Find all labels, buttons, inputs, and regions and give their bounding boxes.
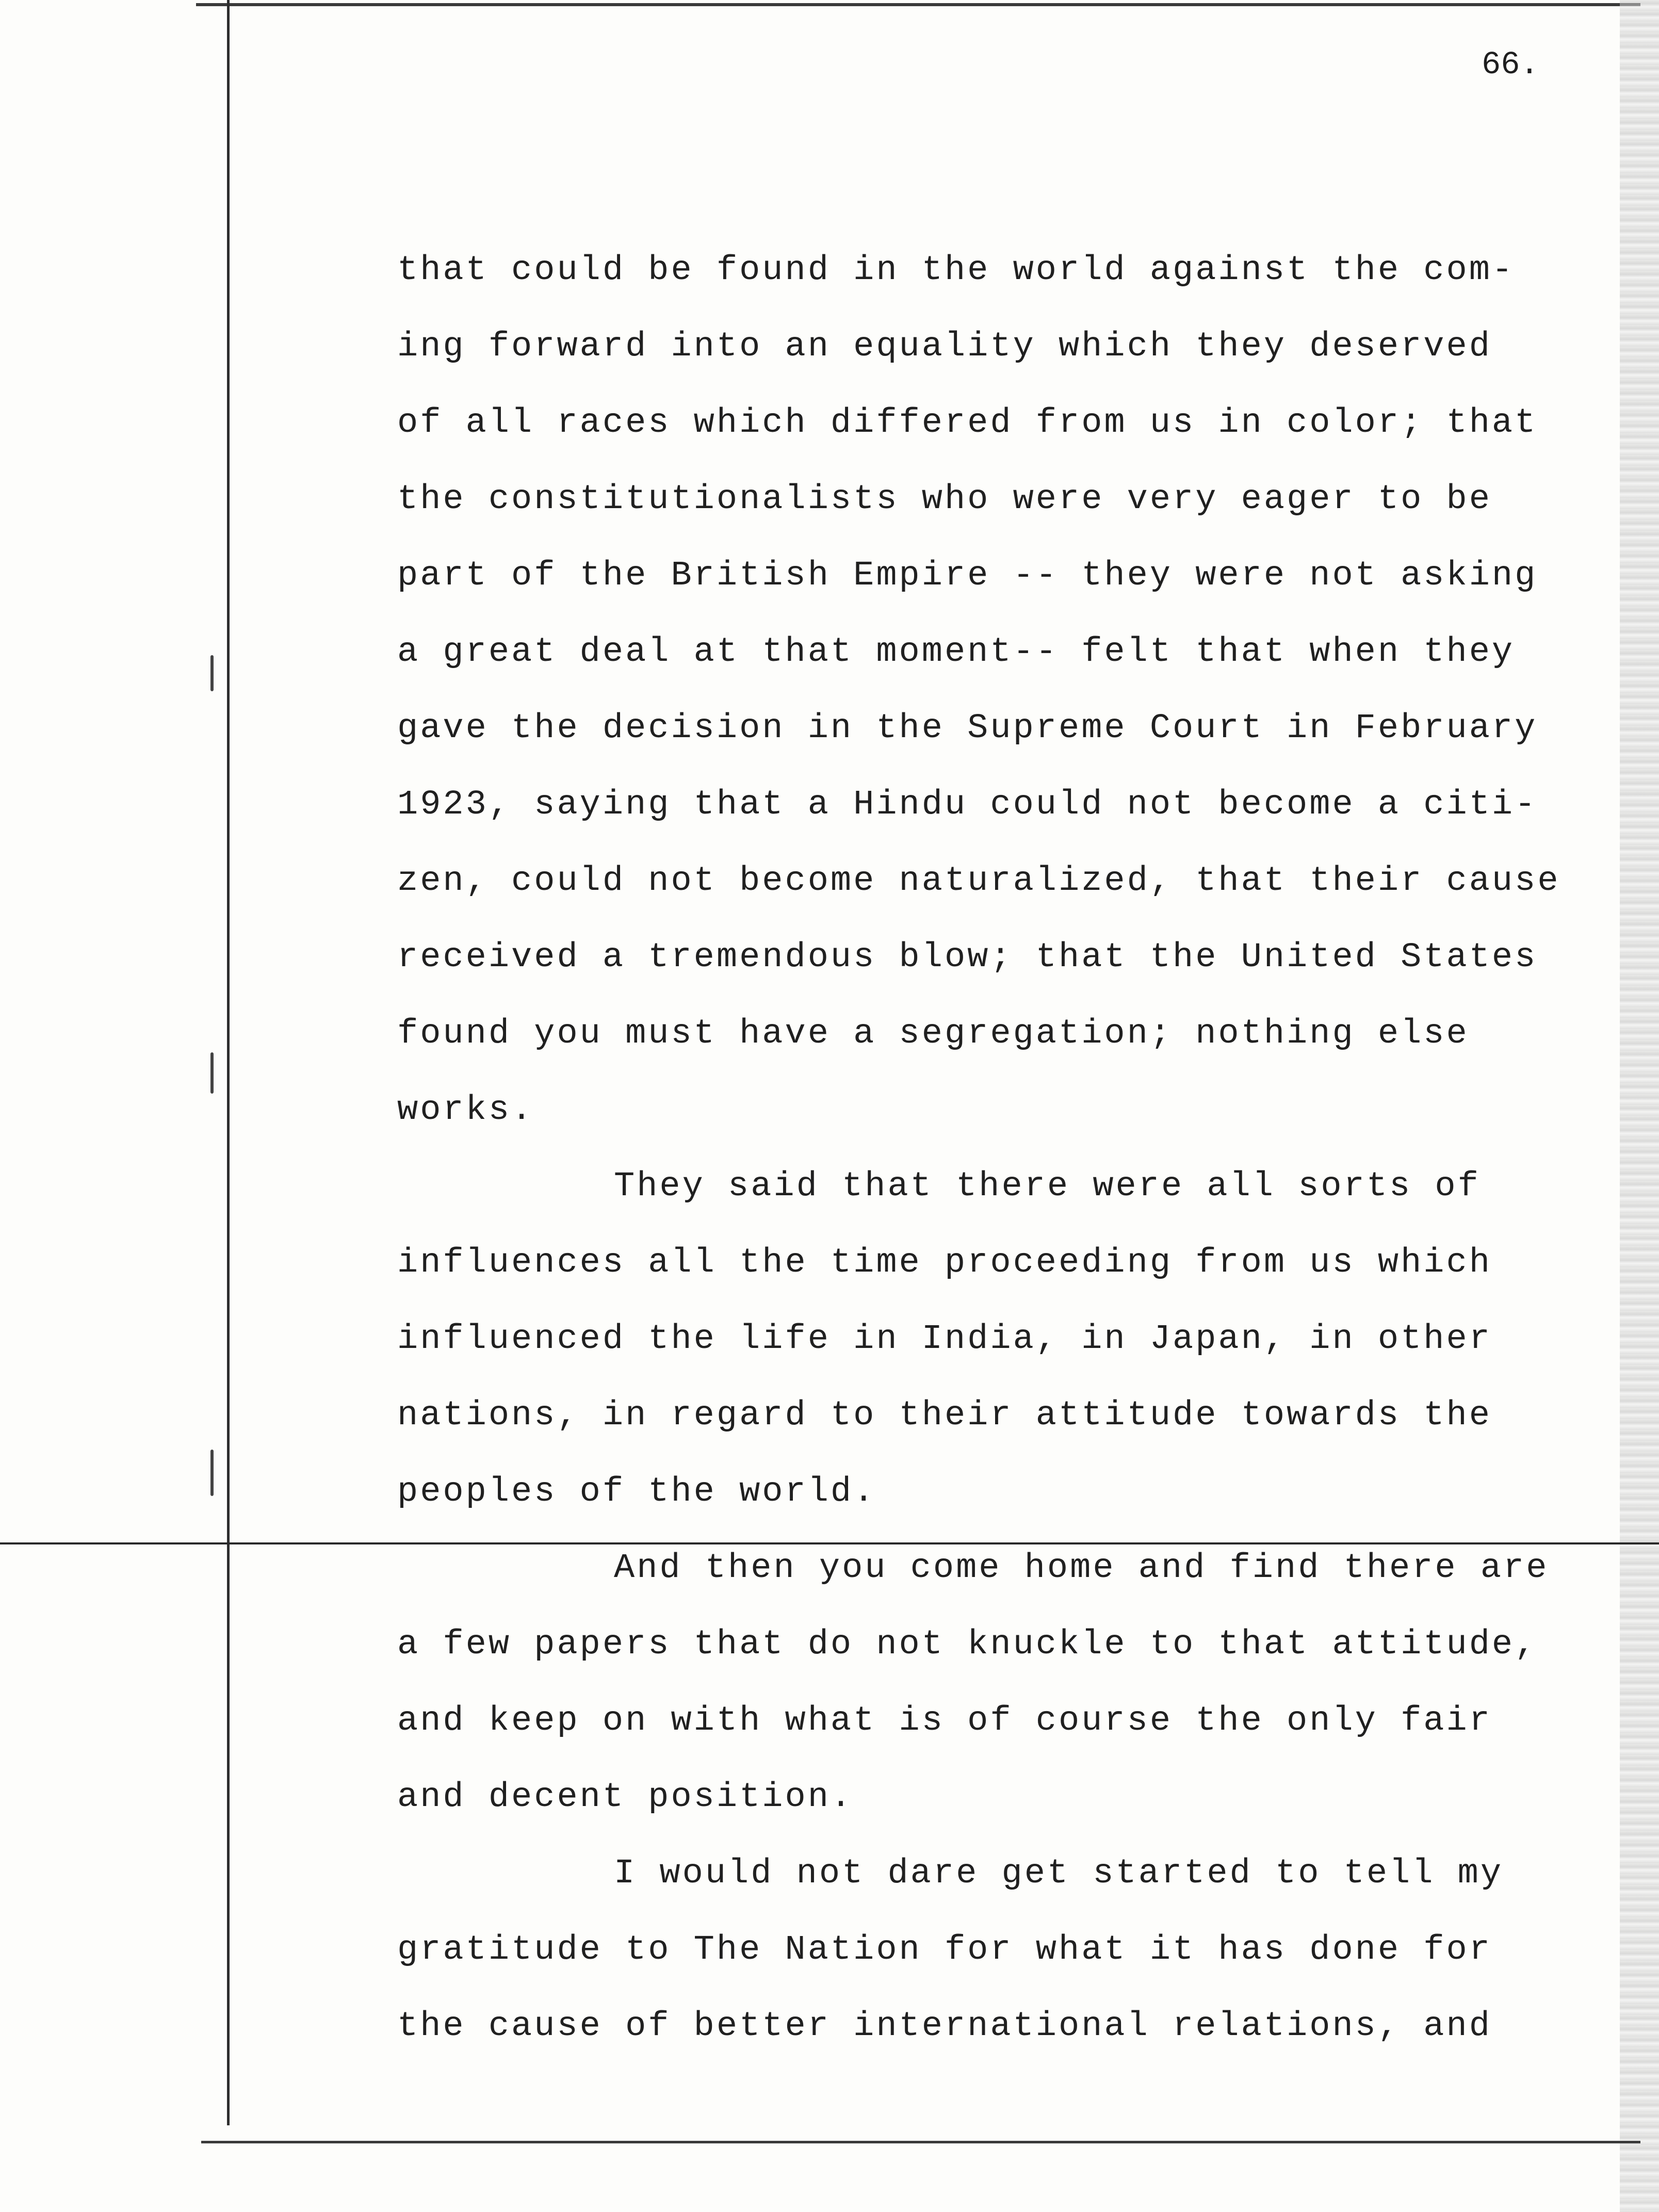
text-line: influences all the time proceeding from us which bbox=[397, 1243, 1492, 1282]
text-line: nations, in regard to their attitude towards the bbox=[397, 1396, 1492, 1435]
text-line: a few papers that do not knuckle to that attitude, bbox=[397, 1625, 1538, 1664]
text-line: that could be found in the world against the com- bbox=[397, 251, 1515, 290]
text-line: a great deal at that moment-- felt that when they bbox=[397, 632, 1515, 672]
page-number: 66. bbox=[1482, 46, 1539, 83]
text-line: gratitude to The Nation for what it has done for bbox=[397, 1930, 1492, 1970]
text-line: of all races which differed from us in color; that bbox=[397, 403, 1538, 443]
margin-mark bbox=[210, 1450, 214, 1496]
body-text bbox=[397, 232, 1615, 2064]
text-line: the constitutionalists who were very eager to be bbox=[397, 480, 1492, 519]
text-line: zen, could not become naturalized, that their cause bbox=[397, 861, 1560, 901]
text-line-indented: They said that there were all sorts of bbox=[614, 1167, 1481, 1206]
text-line: works. bbox=[397, 1091, 534, 1130]
text-line: 1923, saying that a Hindu could not become a citi- bbox=[397, 785, 1538, 824]
page-left-edge bbox=[227, 0, 230, 2125]
text-line: received a tremendous blow; that the United States bbox=[397, 938, 1538, 977]
text-line: and decent position. bbox=[397, 1778, 854, 1817]
margin-mark bbox=[210, 655, 214, 691]
margin-mark bbox=[210, 1052, 214, 1094]
text-line-indented: And then you come home and find there are bbox=[614, 1549, 1549, 1588]
text-line: influenced the life in India, in Japan, in other bbox=[397, 1320, 1492, 1359]
text-line: found you must have a segregation; nothing else bbox=[397, 1014, 1469, 1053]
page-right-edge-shadow bbox=[1620, 0, 1659, 2212]
page-top-edge bbox=[196, 3, 1640, 6]
text-line: the cause of better international relations, and bbox=[397, 2007, 1492, 2046]
text-line: ing forward into an equality which they deserved bbox=[397, 327, 1492, 366]
page-bottom-edge bbox=[201, 2141, 1640, 2143]
text-line: peoples of the world. bbox=[397, 1472, 876, 1511]
text-line: gave the decision in the Supreme Court in February bbox=[397, 709, 1538, 748]
text-line: and keep on with what is of course the only fair bbox=[397, 1701, 1492, 1741]
text-line: part of the British Empire -- they were not asking bbox=[397, 556, 1538, 595]
text-line-indented: I would not dare get started to tell my bbox=[614, 1854, 1504, 1893]
